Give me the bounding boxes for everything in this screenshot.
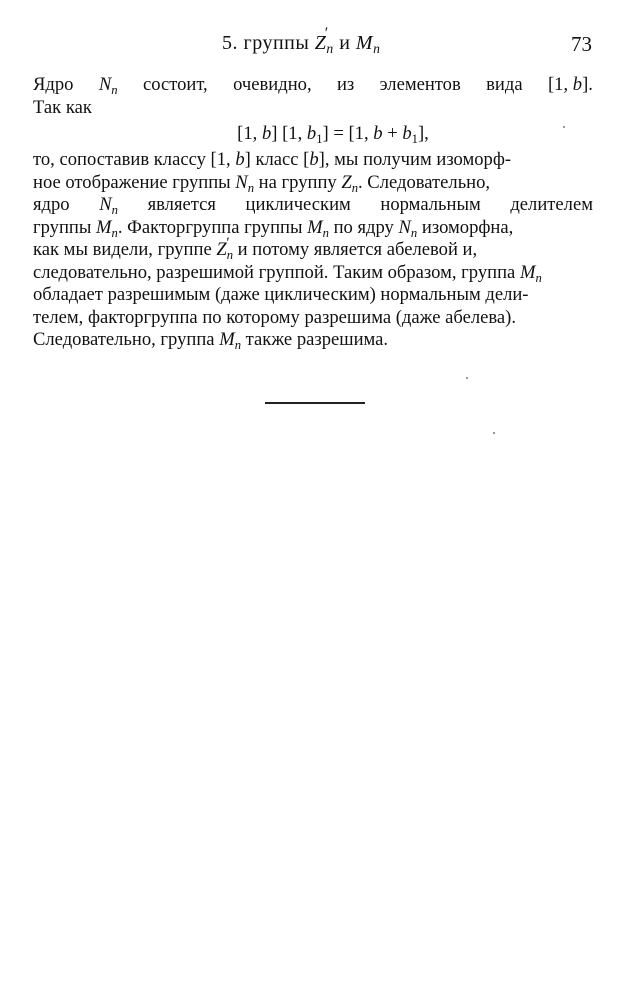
symbol-letter: N <box>98 74 112 95</box>
title-conjunction: и <box>333 32 356 54</box>
element-expression <box>548 74 593 97</box>
word: из <box>336 74 355 95</box>
symbol-subscript: n <box>410 225 418 240</box>
z-subscript: n <box>326 41 334 57</box>
text-fragment: следовательно, разрешимой группой. Таким образом, группа <box>33 261 520 283</box>
word: ядро <box>33 194 70 215</box>
text-fragment: [1, <box>547 74 573 95</box>
symbol-letter: b <box>373 123 383 144</box>
z-prime-symbol <box>314 25 334 57</box>
text-fragment: изоморфна, <box>417 216 514 238</box>
word: очевидно, <box>233 74 312 95</box>
text-line-6 <box>33 217 593 240</box>
text-line-7 <box>33 235 593 262</box>
symbol-subscript: n <box>247 180 255 195</box>
text-fragment: + <box>382 123 403 144</box>
symbol-subscript: 1 <box>411 131 418 146</box>
symbol-letter: b <box>402 123 412 144</box>
text-fragment: ]. <box>582 74 593 95</box>
text-line-2: Так как <box>33 96 92 118</box>
symbol-subscript: n <box>322 225 329 240</box>
scan-speck <box>563 126 565 128</box>
z-prime-symbol <box>216 235 233 262</box>
symbol-letter: b <box>261 123 272 144</box>
text-fragment: ] = [1, <box>322 123 374 144</box>
text-fragment: [1, <box>237 123 262 144</box>
text-line-10: телем, факторгруппа по которому разрешима (даже абелева). <box>33 306 517 328</box>
symbol-subscript: n <box>351 180 358 195</box>
text-fragment: ], <box>417 123 429 144</box>
symbol-letter: Z <box>341 171 352 193</box>
kernel-symbol <box>99 194 118 217</box>
text-fragment: и потому является абелевой и, <box>233 239 478 260</box>
m-letter: M <box>355 32 374 54</box>
scan-speck <box>493 432 495 434</box>
text-line-9: обладает разрешимым (даже циклическим) нормальным дели- <box>33 284 529 305</box>
symbol-letter: b <box>572 74 583 95</box>
word: является <box>147 194 216 215</box>
z-letter: Z <box>314 32 327 54</box>
text-fragment: также разрешима. <box>241 329 389 350</box>
m-subscript: n <box>373 41 381 57</box>
section-end-rule <box>265 402 365 404</box>
text-line-5 <box>33 194 593 217</box>
symbol-subscript: 1 <box>316 131 323 146</box>
symbol-subscript: n <box>111 202 118 217</box>
running-title <box>222 25 381 57</box>
title-prefix: 5. группы <box>222 32 315 54</box>
text-fragment: как мы видели, группе <box>33 239 217 260</box>
word: вида <box>486 74 523 95</box>
kernel-symbol <box>99 74 118 97</box>
text-line-8 <box>33 262 593 285</box>
symbol-subscript: n <box>234 337 242 352</box>
symbol-letter: M <box>219 329 235 350</box>
text-fragment: . Факторгруппа группы <box>117 216 308 238</box>
word: элементов <box>379 74 461 95</box>
running-head <box>0 25 635 58</box>
symbol-letter: b <box>306 123 317 144</box>
text-fragment: по ядру <box>328 216 399 238</box>
symbol-letter: Z <box>216 239 227 260</box>
word: делителем <box>510 194 593 215</box>
prime-mark: ′ <box>226 235 230 251</box>
symbol-subscript: n <box>226 247 233 262</box>
body-paragraph <box>33 74 593 352</box>
symbol-letter: M <box>519 261 536 283</box>
display-formula <box>33 119 593 149</box>
text-fragment: . Следовательно, <box>358 171 491 193</box>
prime-mark: ′ <box>324 25 329 42</box>
text-fragment: Следовательно, группа <box>33 329 220 350</box>
text-fragment: группы <box>33 216 97 238</box>
symbol-subscript: n <box>111 82 118 97</box>
text-line-4 <box>33 172 593 195</box>
scan-speck <box>466 377 468 379</box>
page-number: 73 <box>571 32 592 56</box>
text-fragment: ное отображение группы <box>33 171 236 193</box>
word: циклическим <box>245 194 351 215</box>
symbol-letter: N <box>99 194 112 215</box>
symbol-letter: N <box>235 171 248 193</box>
text-line-11 <box>33 329 593 352</box>
symbol-letter: N <box>398 216 411 238</box>
word: нормальным <box>380 194 481 215</box>
symbol-subscript: n <box>535 270 542 285</box>
text-fragment: ] класс [ <box>244 149 310 170</box>
text-line-3 <box>33 149 593 172</box>
text-fragment: ] [1, <box>271 123 307 144</box>
symbol-letter: M <box>96 216 112 238</box>
text-fragment: то, сопоставив классу [1, <box>33 149 236 170</box>
text-fragment: на группу <box>254 171 342 193</box>
word: состоит, <box>142 74 208 95</box>
symbol-subscript: n <box>111 225 118 240</box>
symbol-letter: b <box>309 149 319 170</box>
symbol-letter: M <box>307 216 323 238</box>
word: Ядро <box>33 74 74 95</box>
text-line-1 <box>33 74 593 97</box>
text-fragment: ], мы получим изоморф- <box>318 149 512 170</box>
symbol-letter: b <box>235 149 245 170</box>
